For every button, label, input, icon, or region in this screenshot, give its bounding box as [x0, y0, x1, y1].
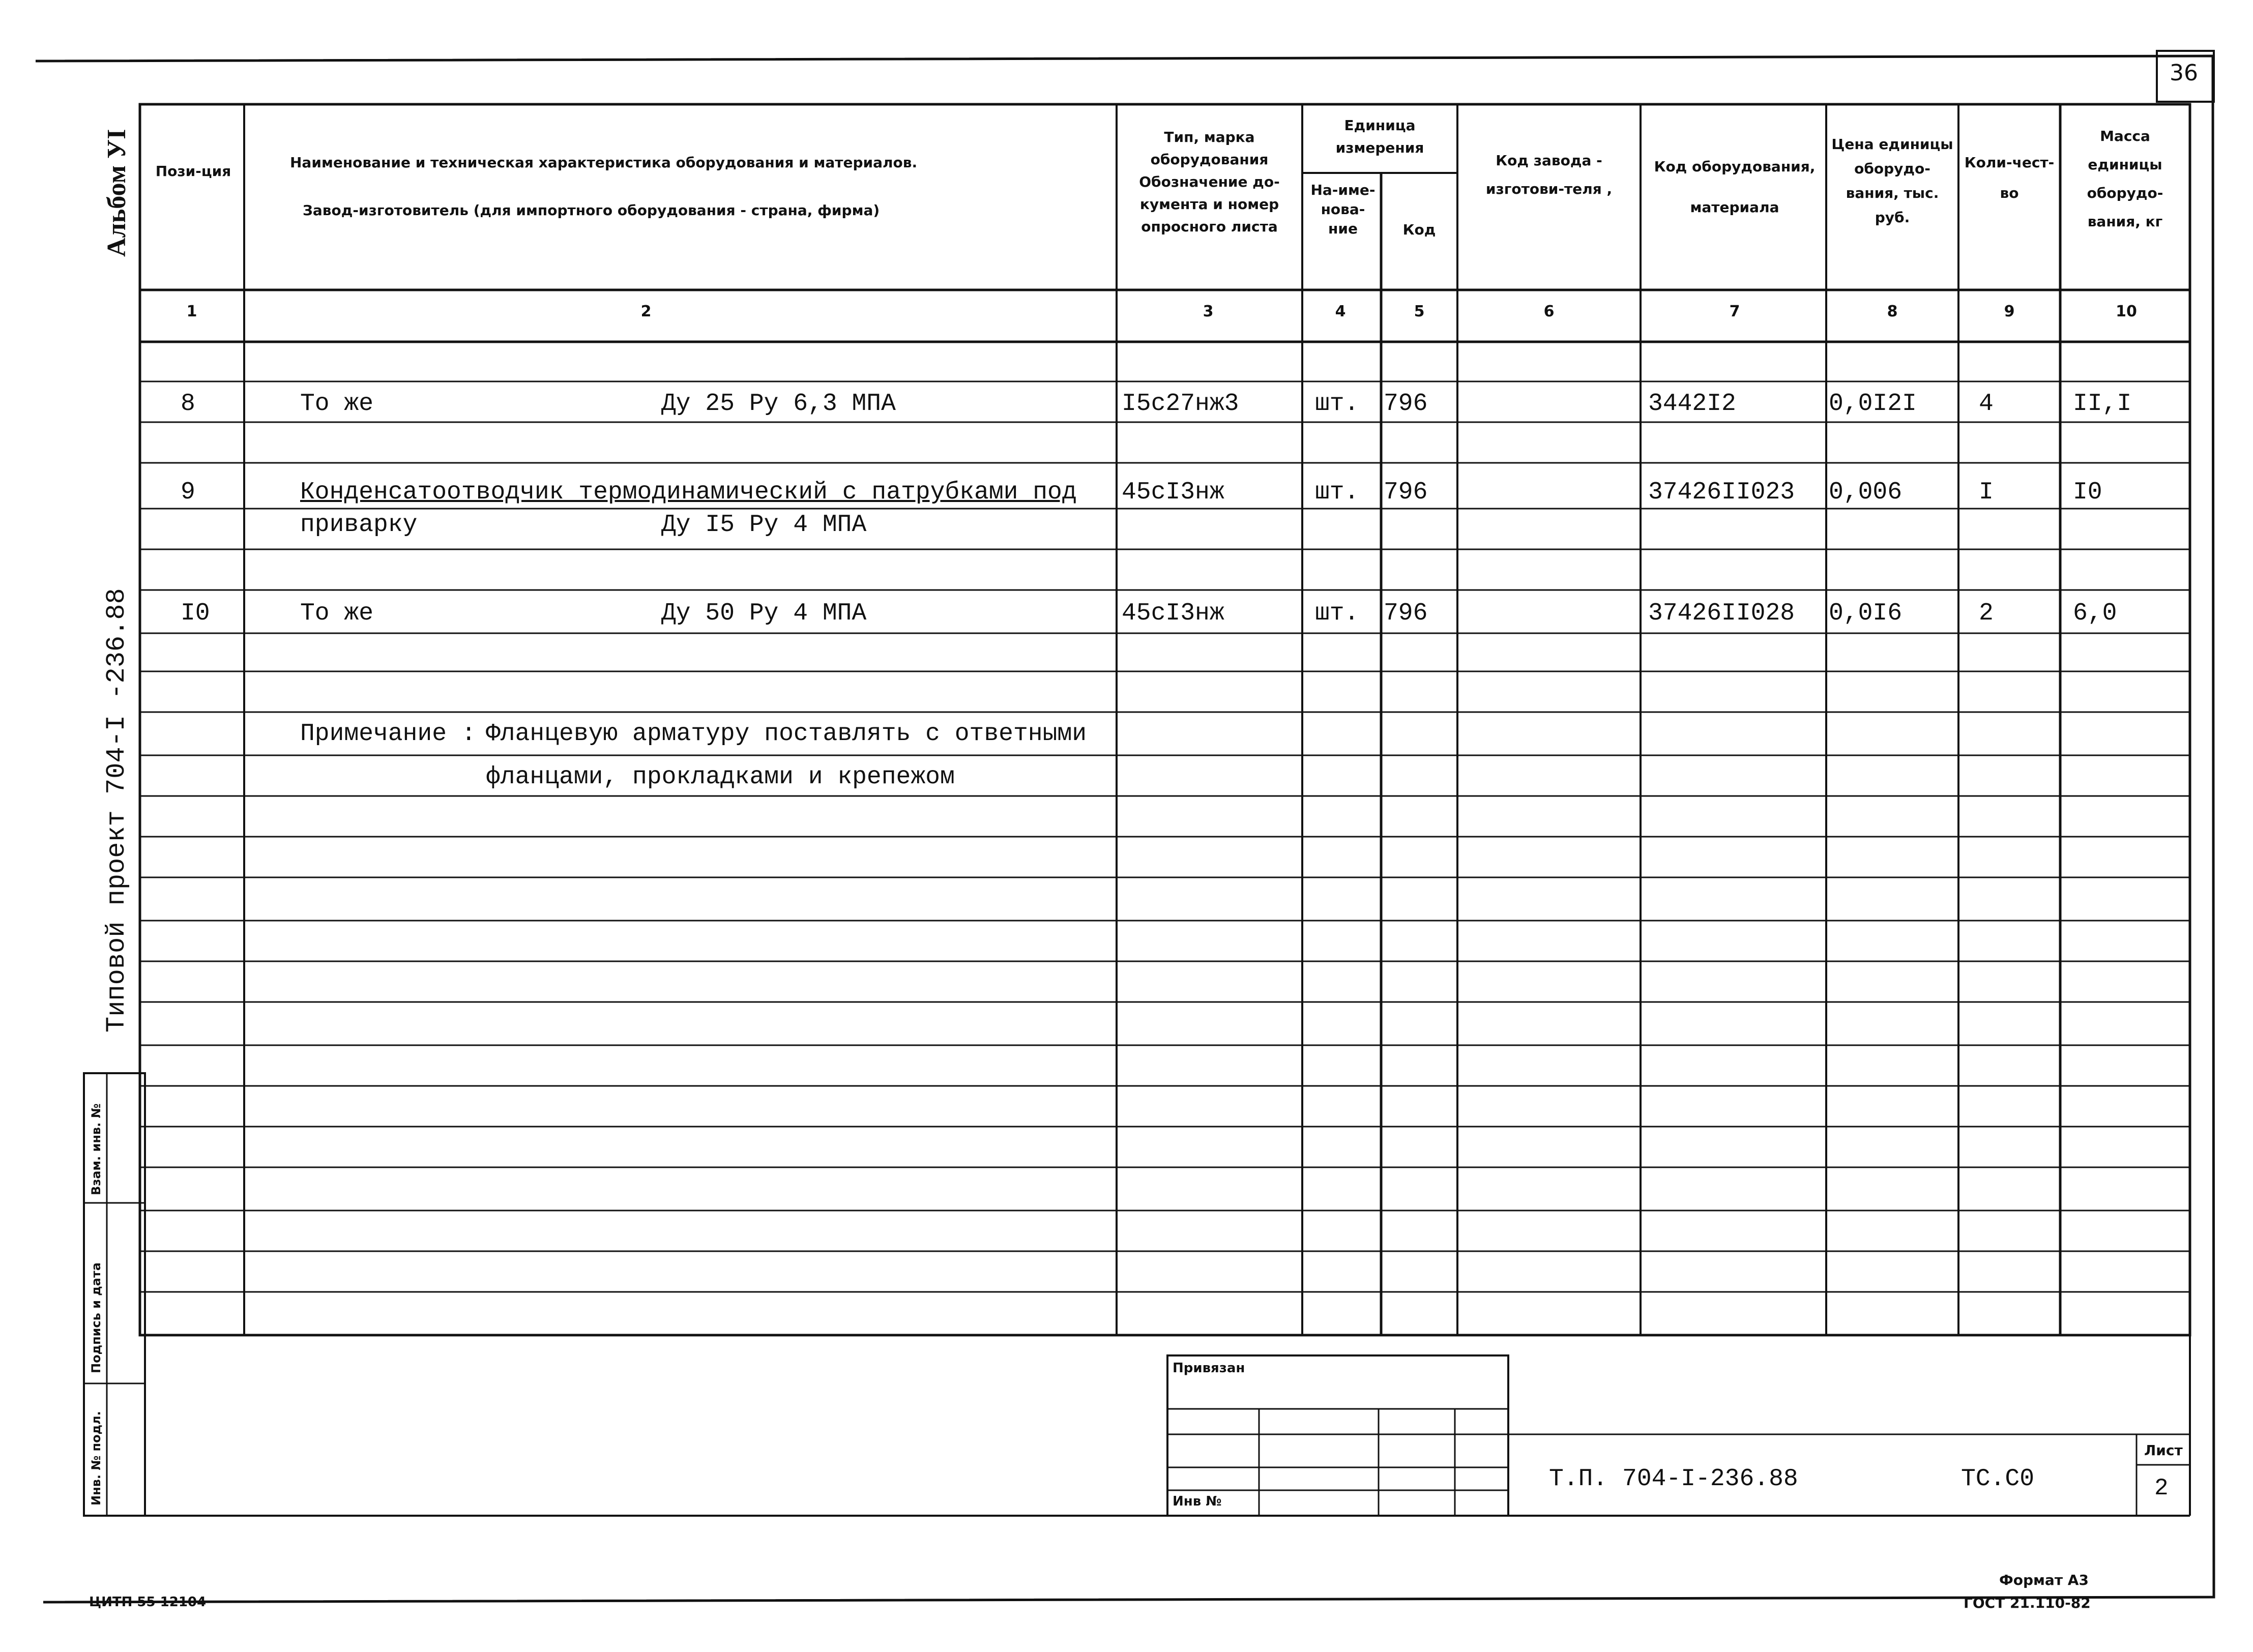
- stamp-sign-label: Подпись и дата: [89, 1262, 103, 1373]
- row-10-unit: шт.: [1315, 600, 1359, 627]
- bound-label: Привязан: [1173, 1361, 1245, 1376]
- header-mass: Масса единицы оборудо-вания, кг: [2087, 128, 2163, 230]
- header-unit-code: Код: [1402, 221, 1436, 238]
- document-code: ТС.С0: [1961, 1465, 2035, 1493]
- header-price: Цена единицы оборудо-вания, тыс. руб.: [1831, 136, 1953, 226]
- row-9-equip-code: 37426II023: [1648, 479, 1795, 506]
- row-9-name-cont: приварку: [300, 511, 418, 539]
- row-9-price: 0,006: [1829, 479, 1903, 506]
- col-num-4: 4: [1335, 303, 1346, 320]
- row-8-spec: Ду 25 Ру 6,3 МПА: [661, 390, 896, 418]
- row-9-type: 45сI3нж: [1122, 479, 1224, 506]
- stamp-replace-label: Взам. инв. №: [89, 1103, 103, 1195]
- header-unit-name: На-име-нова-ние: [1310, 182, 1376, 237]
- album-label: Альбом УI: [102, 129, 131, 257]
- col-num-1: 1: [186, 303, 197, 320]
- row-10-position: I0: [181, 600, 210, 627]
- row-10-quantity: 2: [1979, 600, 1994, 627]
- row-8-unit-code: 796: [1384, 390, 1428, 418]
- header-equipment-code: Код оборудования, материала: [1654, 158, 1816, 216]
- col-num-5: 5: [1414, 303, 1425, 320]
- inv-label: Инв №: [1173, 1494, 1222, 1509]
- sheet-value: 2: [2154, 1475, 2169, 1501]
- col-num-7: 7: [1729, 303, 1740, 320]
- row-10-type: 45сI3нж: [1122, 600, 1224, 627]
- row-10-name: То же: [300, 600, 374, 627]
- note-line-2: фланцами, прокладками и крепежом: [486, 763, 955, 791]
- header-unit-group: Единица измерения: [1335, 117, 1424, 156]
- col-num-9: 9: [2004, 303, 2015, 320]
- row-10-unit-code: 796: [1384, 600, 1428, 627]
- row-9-unit: шт.: [1315, 479, 1359, 506]
- row-8-equip-code: 3442I2: [1648, 390, 1736, 418]
- note-label: Примечание :: [300, 720, 476, 748]
- row-9-unit-code: 796: [1384, 479, 1428, 506]
- footer-format: Формат А3: [1999, 1572, 2089, 1588]
- stamp-inv-label: Инв. № подл.: [89, 1411, 103, 1506]
- row-9-spec: Ду I5 Ру 4 МПА: [661, 511, 867, 539]
- col-num-6: 6: [1543, 303, 1555, 320]
- col-num-2: 2: [640, 303, 652, 320]
- row-10-price: 0,0I6: [1829, 600, 1903, 627]
- row-10-mass: 6,0: [2073, 600, 2117, 627]
- project-label: Типовой проект 704-I -236.88: [102, 588, 132, 1032]
- row-8-position: 8: [181, 390, 195, 418]
- row-8-unit: шт.: [1315, 390, 1359, 418]
- col-num-8: 8: [1887, 303, 1898, 320]
- col-num-3: 3: [1203, 303, 1214, 320]
- row-10-spec: Ду 50 Ру 4 МПА: [661, 600, 867, 627]
- footer-gost: ГОСТ 21.110-82: [1964, 1595, 2091, 1611]
- row-8-quantity: 4: [1979, 390, 1994, 418]
- note-line-1: Фланцевую арматуру поставлять с ответными: [486, 720, 1087, 748]
- row-8-name: То же: [300, 390, 374, 418]
- row-8-mass: II,I: [2073, 390, 2132, 418]
- sheet-number: 36: [2170, 60, 2198, 86]
- sheet-label: Лист: [2144, 1442, 2183, 1459]
- header-name-line1: Наименование и техническая характеристика оборудования и материалов.: [290, 154, 918, 171]
- row-8-type: I5с27нж3: [1122, 390, 1239, 418]
- col-num-10: 10: [2116, 303, 2137, 320]
- row-10-equip-code: 37426II028: [1648, 600, 1795, 627]
- header-quantity: Коли-чест-во: [1964, 154, 2055, 201]
- row-9-position: 9: [181, 479, 195, 506]
- header-name-line2: Завод-изготовитель (для импортного оборудования - страна, фирма): [303, 202, 880, 219]
- header-type: Тип, марка оборудования Обозначение до-кумента и номер опросного листа: [1139, 129, 1280, 235]
- row-9-quantity: I: [1979, 479, 1994, 506]
- row-8-price: 0,0I2I: [1829, 390, 1917, 418]
- row-9-name: Конденсатоотводчик термодинамический с патрубками под: [300, 479, 1077, 506]
- footer-left: ЦИТП 55 12104: [89, 1595, 207, 1610]
- document-number: Т.П. 704-I-236.88: [1549, 1465, 1798, 1493]
- header-position: Пози-ция: [155, 163, 231, 180]
- row-9-mass: I0: [2073, 479, 2102, 506]
- header-factory-code: Код завода - изготови-теля ,: [1485, 152, 1613, 197]
